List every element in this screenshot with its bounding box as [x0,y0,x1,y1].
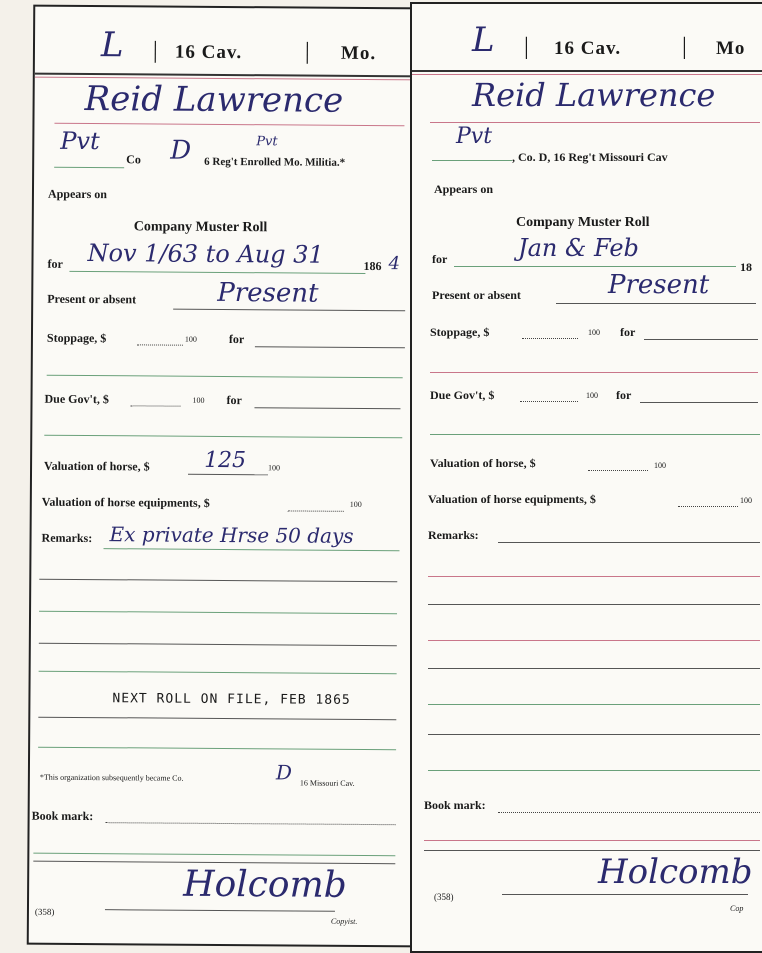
for-rule [454,266,736,267]
company-note: Pvt [256,134,278,150]
header-unit: 16 Cav. [554,38,622,59]
remarks-label: Remarks: [41,530,93,546]
remarks-value: Ex private Hrse 50 days [109,522,354,548]
due-cents: 100 [192,395,205,405]
signature-rule [105,909,335,912]
remarks-line [38,717,396,720]
equip-label: Valuation of horse equipments, $ [428,492,596,506]
bookmark-rule [498,812,760,813]
stoppage-rule [137,344,183,345]
year-suffix: 18 [740,260,752,274]
year-suffix: 186 [363,258,382,274]
present-value: Present [217,277,319,309]
header-divider: | [682,34,687,60]
roll-title: Company Muster Roll [133,219,268,236]
footnote-company: D [275,760,293,785]
stoppage-for-rule [255,346,405,348]
due-label: Due Gov't, $ [430,388,495,402]
remarks-line [39,611,397,614]
remarks-line [428,604,760,605]
copyist-label: Cop [730,904,744,913]
roll-title: Company Muster Roll [516,215,650,230]
soldier-name: Reid Lawrence [472,76,716,114]
due-for: for [226,392,242,408]
header-divider: | [524,34,529,60]
due-rule [520,401,578,402]
due-label: Due Gov't, $ [44,391,109,407]
period-value: Jan & Feb [518,234,639,262]
due-for: for [616,388,632,402]
present-rule [556,303,756,304]
header-divider: | [304,38,310,65]
stoppage-cents: 100 [588,328,600,337]
remarks-line [428,734,760,735]
remarks-label: Remarks: [428,528,479,542]
equip-rule [288,510,344,511]
for-rule [69,271,365,274]
stoppage-label: Stoppage, $ [430,325,490,339]
rank: Pvt [456,124,493,149]
remarks-line [39,579,397,582]
regiment: , Co. D, 16 Reg't Missouri Cav [512,150,668,164]
year-digit: 4 [388,253,401,275]
name-rule [430,122,760,123]
remarks-line [39,671,397,674]
header-divider: | [152,37,158,64]
footnote-tail: 16 Missouri Cav. [299,778,355,788]
footnote: *This organization subsequently became Co. [39,772,184,783]
due-extra-rule [430,434,760,435]
stoppage-label: Stoppage, $ [46,330,107,346]
header-rule [412,70,762,72]
stoppage-for-rule [644,339,758,340]
present-value: Present [608,270,710,300]
remarks-rule [498,542,760,543]
stoppage-cents: 100 [184,334,197,344]
remarks-line [428,640,760,641]
company-prefix: Co [126,152,141,167]
copyist-label: Copyist. [330,916,358,926]
horse-value: 125 [204,447,247,474]
bookmark-label: Book mark: [31,808,94,824]
due-for-rule [640,402,758,403]
for-label: for [47,256,63,271]
muster-card-right [410,2,762,953]
remarks-line [38,747,396,750]
equip-cents: 100 [740,496,752,505]
due-rule [130,405,180,406]
remarks-line [39,643,397,646]
form-number: (358) [34,906,55,917]
bookmark-line [33,853,395,857]
form-number: (358) [434,892,454,902]
appears-on: Appears on [47,186,108,202]
rank: Pvt [60,126,100,156]
present-rule [173,309,405,312]
remarks-line [428,770,760,771]
header-letter: L [472,20,495,60]
name-rule [54,123,404,126]
equip-rule [678,506,738,507]
stoppage-rule [522,338,578,339]
remarks-line [428,704,760,705]
header-state: Mo [716,38,746,59]
stoppage-for: for [620,325,636,339]
rank-rule [432,160,512,161]
bookmark-line [424,850,760,851]
appears-on: Appears on [434,182,494,196]
soldier-name: Reid Lawrence [84,79,344,121]
horse-rule [188,474,268,476]
header-state: Mo. [340,42,377,65]
company-letter: D [170,135,192,166]
rank-rule [54,167,124,168]
bookmark-line [424,840,760,841]
stoppage-for: for [228,332,245,347]
horse-label: Valuation of horse, $ [430,456,536,470]
for-label: for [432,252,448,266]
present-label: Present or absent [47,291,137,307]
horse-cents: 100 [654,461,666,470]
due-for-rule [254,407,400,409]
horse-cents: 100 [268,463,281,473]
present-label: Present or absent [432,288,521,302]
horse-label: Valuation of horse, $ [44,458,150,474]
header-letter: L [100,25,124,66]
period-value: Nov 1/63 to Aug 31 [87,239,324,269]
due-cents: 100 [586,391,598,400]
horse-rule [588,470,648,471]
equip-label: Valuation of horse equipments, $ [41,494,210,510]
muster-card-left [27,5,427,948]
copyist-signature: Holcomb [183,863,347,906]
bookmark-rule [106,822,396,825]
header-unit: 16 Cav. [174,41,243,64]
stoppage-extra-rule [430,372,758,373]
due-extra-rule [44,435,402,438]
remarks-rule [103,548,399,551]
equip-cents: 100 [349,499,362,509]
bookmark-label: Book mark: [424,798,486,812]
signature-rule [502,894,748,895]
copyist-signature: Holcomb [598,852,753,892]
regiment: 6 Reg't Enrolled Mo. Militia.* [204,155,346,169]
stoppage-extra-rule [47,375,403,378]
next-roll-stamp: NEXT ROLL ON FILE, FEB 1865 [112,691,351,708]
remarks-line [428,668,760,669]
header-rule-red [412,74,762,75]
remarks-line [428,576,760,577]
